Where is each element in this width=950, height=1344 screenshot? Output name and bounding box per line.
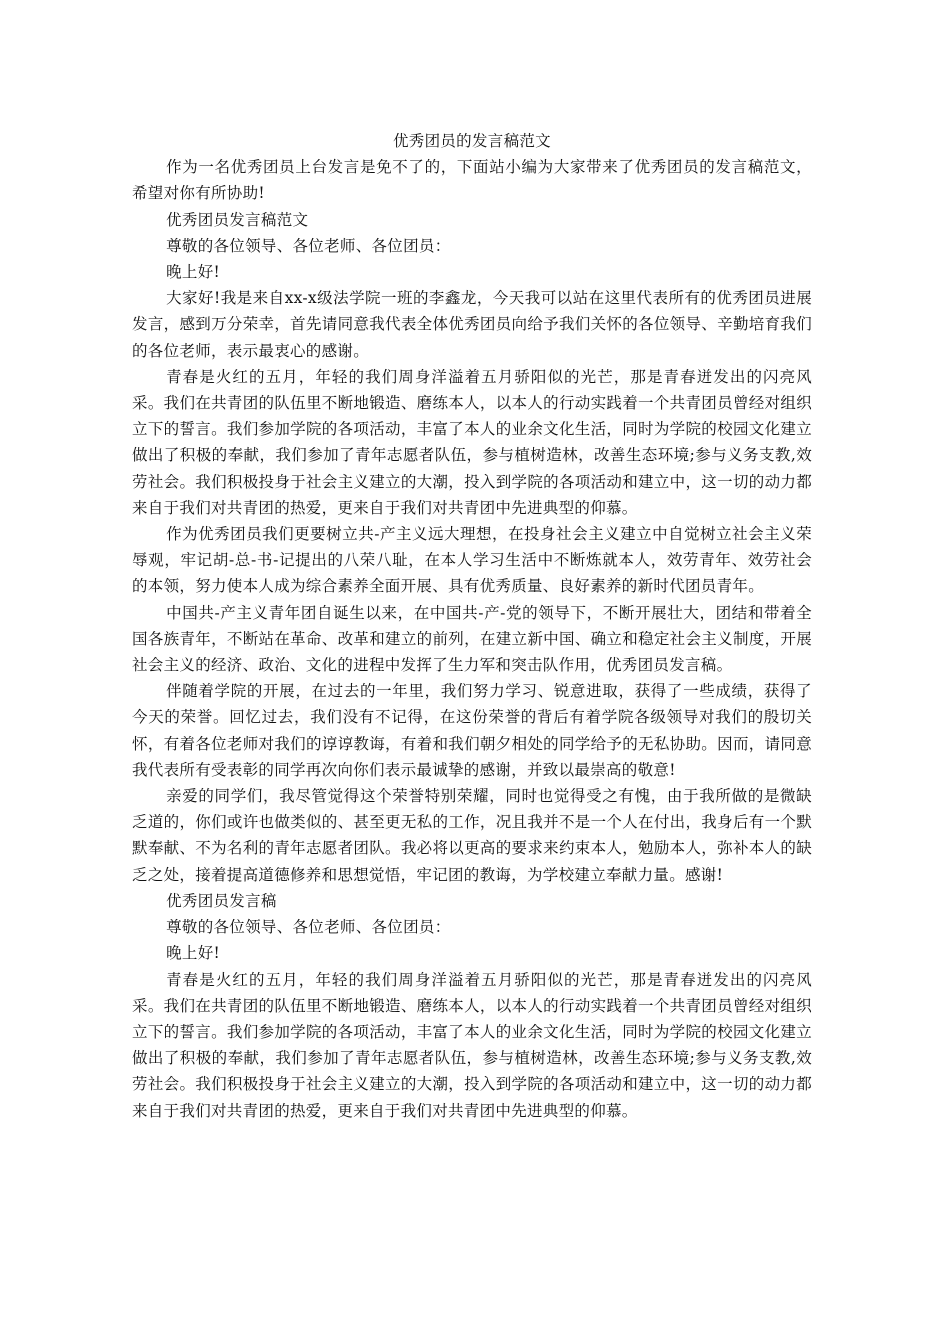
greeting-paragraph: 晚上好! (166, 263, 221, 282)
intro-paragraph: 作为一名优秀团员上台发言是免不了的，下面站小编为大家带来了优秀团员的发言稿范文，希望对你有所协助! (132, 158, 812, 203)
body-paragraph: 青春是火红的五月，年轻的我们周身洋溢着五月骄阳似的光芒，那是青春迸发出的闪亮风采。我们在共青团的队伍里不断地锻造、磨练本人，以本人的行动实践着一个共青团员曾经对组织立下的誓言。我们参加学院的各项活动，丰富了本人的业余文化生活，同时为学院的校园文化建立做出了积极的奉献，我们参加了青年志愿者队伍，参与植树造林，改善生态环境;参与义务支教,效劳社会。我们积极投身于社会主义建立的大潮，投入到学院的各项活动和建立中，这一切的动力都来自于我们对共青团的热爱，更来自于我们对共青团中先进典型的仰慕。 (132, 970, 812, 1120)
body-paragraph: 青春是火红的五月，年轻的我们周身洋溢着五月骄阳似的光芒，那是青春迸发出的闪亮风采。我们在共青团的队伍里不断地锻造、磨练本人，以本人的行动实践着一个共青团员曾经对组织立下的誓言。我们参加学院的各项活动，丰富了本人的业余文化生活，同时为学院的校园文化建立做出了积极的奉献，我们参加了青年志愿者队伍，参与植树造林，改善生态环境;参与义务支教,效劳社会。我们积极投身于社会主义建立的大潮，投入到学院的各项活动和建立中，这一切的动力都来自于我们对共青团的热爱，更来自于我们对共青团中先进典型的仰慕。 (132, 367, 812, 517)
document-title: 优秀团员的发言稿范文 (392, 132, 551, 150)
salutation-paragraph: 尊敬的各位领导、各位老师、各位团员： (166, 918, 451, 937)
body-paragraph: 亲爱的同学们，我尽管觉得这个荣誉特别荣耀，同时也觉得受之有愧，由于我所做的是微缺乏道的，你们或许也做类似的、甚至更无私的工作，况且我并不是一个人在付出，我身后有一个默默奉献、不为名利的青年志愿者团队。我必将以更高的要求来约束本人，勉励本人，弥补本人的缺乏之处，接着提高道德修养和思想觉悟，牢记团的教诲，为学校建立奉献力量。感谢! (132, 787, 812, 884)
body-paragraph: 伴随着学院的开展，在过去的一年里，我们努力学习、锐意进取，获得了一些成绩，获得了今天的荣誉。回忆过去，我们没有不记得，在这份荣誉的背后有着学院各级领导对我们的殷切关怀，有着各位老师对我们的谆谆教诲，有着和我们朝夕相处的同学给予的无私协助。因而，请同意我代表所有受表彰的同学再次向你们表示最诚挚的感谢，并致以最崇高的敬意! (132, 682, 812, 779)
document-body (132, 128, 812, 1124)
body-paragraph: 中国共-产主义青年团自诞生以来，在中国共-产-党的领导下，不断开展壮大，团结和带着全国各族青年，不断站在革命、改革和建立的前列，在建立新中国、确立和稳定社会主义制度，开展社会主义的经济、政治、文化的进程中发挥了生力军和突击队作用，优秀团员发言稿。 (132, 603, 812, 675)
greeting-paragraph: 晚上好! (166, 944, 221, 963)
section-heading: 优秀团员发言稿 (166, 891, 277, 910)
section-heading: 优秀团员发言稿范文 (166, 210, 309, 229)
body-paragraph: 大家好!我是来自xx-x级法学院一班的李鑫龙，今天我可以站在这里代表所有的优秀团员进展发言，感到万分荣幸，首先请同意我代表全体优秀团员向给予我们关怀的各位领导、辛勤培育我们的各位老师，表示最衷心的感谢。 (132, 289, 812, 360)
salutation-paragraph: 尊敬的各位领导、各位老师、各位团员： (166, 236, 451, 255)
body-paragraph: 作为优秀团员我们更要树立共-产主义远大理想，在投身社会主义建立中自觉树立社会主义荣辱观，牢记胡-总-书-记提出的八荣八耻，在本人学习生活中不断炼就本人，效劳青年、效劳社会的本领，努力使本人成为综合素养全面开展、具有优秀质量、良好素养的新时代团员青年。 (132, 525, 812, 596)
